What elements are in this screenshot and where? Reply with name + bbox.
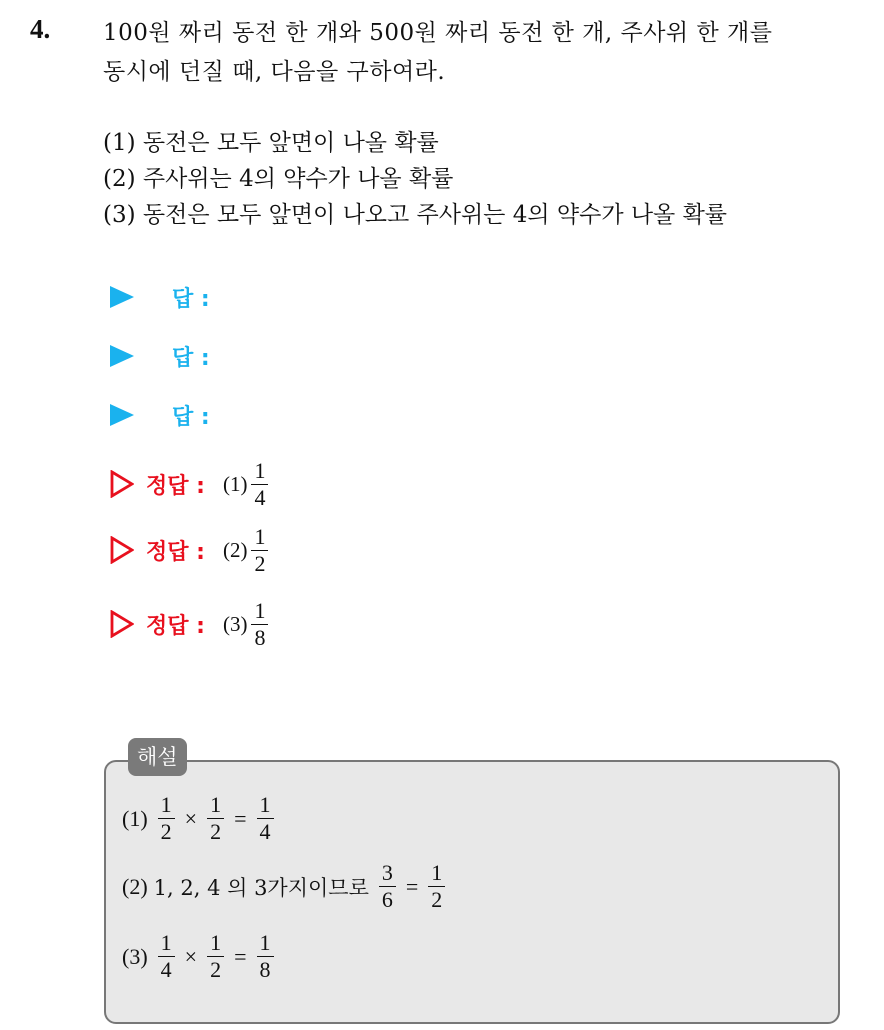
solution-fraction — [251, 458, 268, 511]
solution-fraction — [251, 524, 268, 577]
fraction-numerator: 1 — [160, 930, 172, 955]
fraction-numerator: 1 — [431, 860, 443, 885]
fraction-denominator: 6 — [379, 886, 396, 913]
sub-question-3: (3) 동전은 모두 앞면이 나오고 주사위는 4의 약수가 나올 확률 — [103, 202, 728, 228]
question-text — [103, 14, 863, 92]
outline-triangle-icon — [110, 536, 134, 564]
fraction-numerator: 1 — [254, 597, 266, 623]
answer-row-2 — [110, 336, 210, 376]
fraction-numerator: 1 — [210, 792, 222, 817]
fraction-denominator: 2 — [207, 956, 224, 983]
question-line-1: 100원 짜리 동전 한 개와 500원 짜리 동전 한 개, 주사위 한 개를 — [103, 20, 773, 46]
answer-row-3 — [110, 395, 210, 435]
solution-index: (3) — [222, 611, 248, 636]
fraction — [257, 792, 274, 845]
fraction-denominator: 2 — [251, 550, 268, 577]
explanation-index: (2) — [122, 873, 148, 899]
outline-triangle-icon — [110, 470, 134, 498]
explanation-line-3 — [122, 930, 278, 983]
solution-index: (1) — [222, 471, 248, 496]
times-sign: × — [184, 943, 198, 969]
fraction-denominator: 4 — [251, 484, 268, 511]
solution-row-1 — [110, 452, 272, 516]
solution-fraction — [251, 598, 268, 651]
solution-index: (2) — [222, 537, 248, 562]
explanation-tag: 해설 — [128, 738, 187, 776]
fraction — [207, 930, 224, 983]
fraction-denominator: 8 — [257, 956, 274, 983]
fraction — [379, 860, 396, 913]
fraction — [158, 792, 175, 845]
outline-triangle-icon — [110, 610, 134, 638]
solution-label: 정답 : — [146, 613, 205, 639]
play-triangle-icon — [110, 345, 134, 367]
solution-row-3 — [110, 592, 272, 656]
fraction — [257, 930, 274, 983]
times-sign: × — [184, 805, 198, 831]
fraction-denominator: 8 — [251, 624, 268, 651]
answer-label: 답 : — [172, 345, 210, 371]
equals-sign: = — [405, 873, 419, 899]
fraction-numerator: 1 — [259, 792, 271, 817]
fraction-numerator: 1 — [210, 930, 222, 955]
sub-question-1: (1) 동전은 모두 앞면이 나올 확률 — [103, 130, 439, 156]
play-triangle-icon — [110, 404, 134, 426]
fraction-numerator: 3 — [381, 860, 393, 885]
fraction-numerator: 1 — [254, 523, 266, 549]
equals-sign: = — [234, 943, 247, 969]
question-line-2: 동시에 던질 때, 다음을 구하여라. — [103, 59, 446, 85]
fraction-denominator: 2 — [158, 818, 175, 845]
fraction — [207, 792, 224, 845]
fraction-denominator: 4 — [158, 956, 175, 983]
explanation-line-2 — [122, 860, 449, 913]
fraction — [158, 930, 175, 983]
fraction — [428, 860, 445, 913]
explanation-index: (1) — [122, 805, 148, 831]
fraction-numerator: 1 — [259, 930, 271, 955]
fraction-denominator: 2 — [428, 886, 445, 913]
explanation-line-1 — [122, 792, 278, 845]
fraction-denominator: 2 — [207, 818, 224, 845]
answer-label: 답 : — [172, 404, 210, 430]
answer-row-1 — [110, 277, 210, 317]
play-triangle-icon — [110, 286, 134, 308]
fraction-numerator: 1 — [160, 792, 172, 817]
fraction-numerator: 1 — [254, 457, 266, 483]
solution-label: 정답 : — [146, 539, 205, 565]
explanation-text: 1, 2, 4 의 3가지이므로 — [153, 875, 369, 900]
answer-label: 답 : — [172, 286, 210, 312]
solution-label: 정답 : — [146, 473, 205, 499]
fraction-denominator: 4 — [257, 818, 274, 845]
sub-question-2: (2) 주사위는 4의 약수가 나올 확률 — [103, 166, 454, 192]
explanation-index: (3) — [122, 943, 148, 969]
solution-row-2 — [110, 518, 272, 582]
equals-sign: = — [234, 805, 247, 831]
question-number: 4. — [30, 14, 51, 44]
